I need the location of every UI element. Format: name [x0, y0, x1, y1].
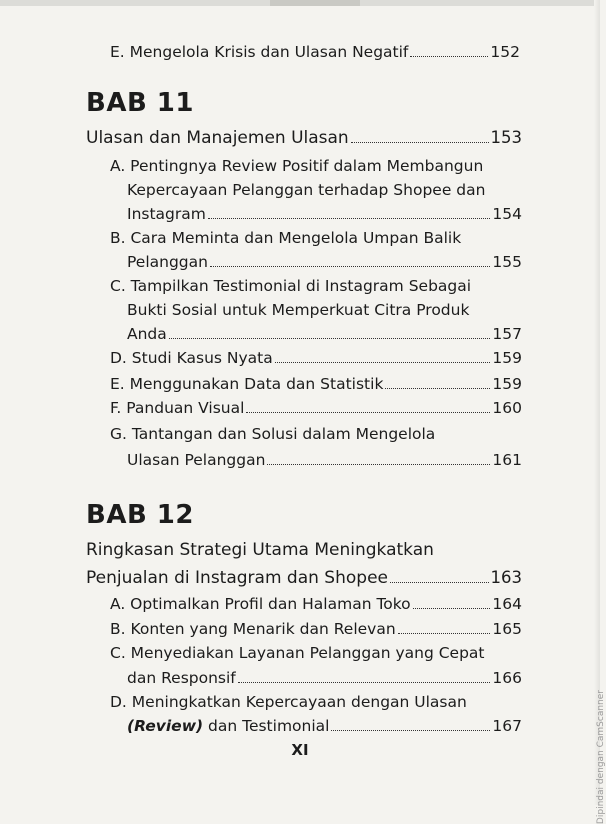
scan-top-edge: [0, 0, 600, 6]
toc-entry-11e[interactable]: E. Menggunakan Data dan Statistik 159: [110, 375, 522, 393]
chapter-12-title-line1: Ringkasan Strategi Utama Meningkatkan: [86, 540, 434, 560]
toc-11b-line1: B. Cara Meminta dan Mengelola Umpan Balik: [110, 229, 462, 247]
chapter-12-title[interactable]: Penjualan di Instagram dan Shopee 163: [86, 568, 522, 588]
toc-11a-line2: Kepercayaan Pelanggan terhadap Shopee dan: [127, 181, 486, 199]
toc-entry-11f[interactable]: F. Panduan Visual 160: [110, 399, 522, 417]
toc-entry-11a[interactable]: Instagram 154: [127, 205, 522, 223]
toc-11g-line1: G. Tantangan dan Solusi dalam Mengelola: [110, 425, 436, 443]
page-number: XI: [291, 741, 309, 759]
toc-12d-line1: D. Meningkatkan Kepercayaan dengan Ulasan: [110, 693, 467, 711]
toc-entry-12b[interactable]: B. Konten yang Menarik dan Relevan 165: [110, 620, 522, 638]
toc-entry-11c[interactable]: Anda 157: [127, 325, 522, 343]
toc-11a-line1: A. Pentingnya Review Positif dalam Membangun: [110, 157, 484, 175]
chapter-11-title[interactable]: Ulasan dan Manajemen Ulasan 153: [86, 128, 522, 148]
toc-11c-line2: Bukti Sosial untuk Memperkuat Citra Produk: [127, 301, 470, 319]
toc-entry-12c[interactable]: dan Responsif 166: [127, 669, 522, 687]
toc-entry-11b[interactable]: Pelanggan 155: [127, 253, 522, 271]
review-emphasis: (Review): [127, 717, 204, 735]
chapter-11-heading: BAB 11: [86, 88, 194, 118]
chapter-12-heading: BAB 12: [86, 500, 194, 530]
scan-right-edge: [594, 0, 600, 805]
toc-11c-line1: C. Tampilkan Testimonial di Instagram Sebagai: [110, 277, 472, 295]
toc-entry-12a[interactable]: A. Optimalkan Profil dan Halaman Toko 164: [110, 595, 522, 613]
toc-12c-line1: C. Menyediakan Layanan Pelanggan yang Cepat: [110, 644, 485, 662]
toc-entry-11d[interactable]: D. Studi Kasus Nyata 159: [110, 349, 522, 367]
toc-entry-prev-e[interactable]: E. Mengelola Krisis dan Ulasan Negatif 152: [110, 43, 520, 61]
toc-entry-12d[interactable]: (Review) dan Testimonial 167: [127, 717, 522, 735]
scanner-watermark: Dipindai dengan CamScanner: [596, 690, 606, 824]
toc-entry-11g[interactable]: Ulasan Pelanggan 161: [127, 451, 522, 469]
